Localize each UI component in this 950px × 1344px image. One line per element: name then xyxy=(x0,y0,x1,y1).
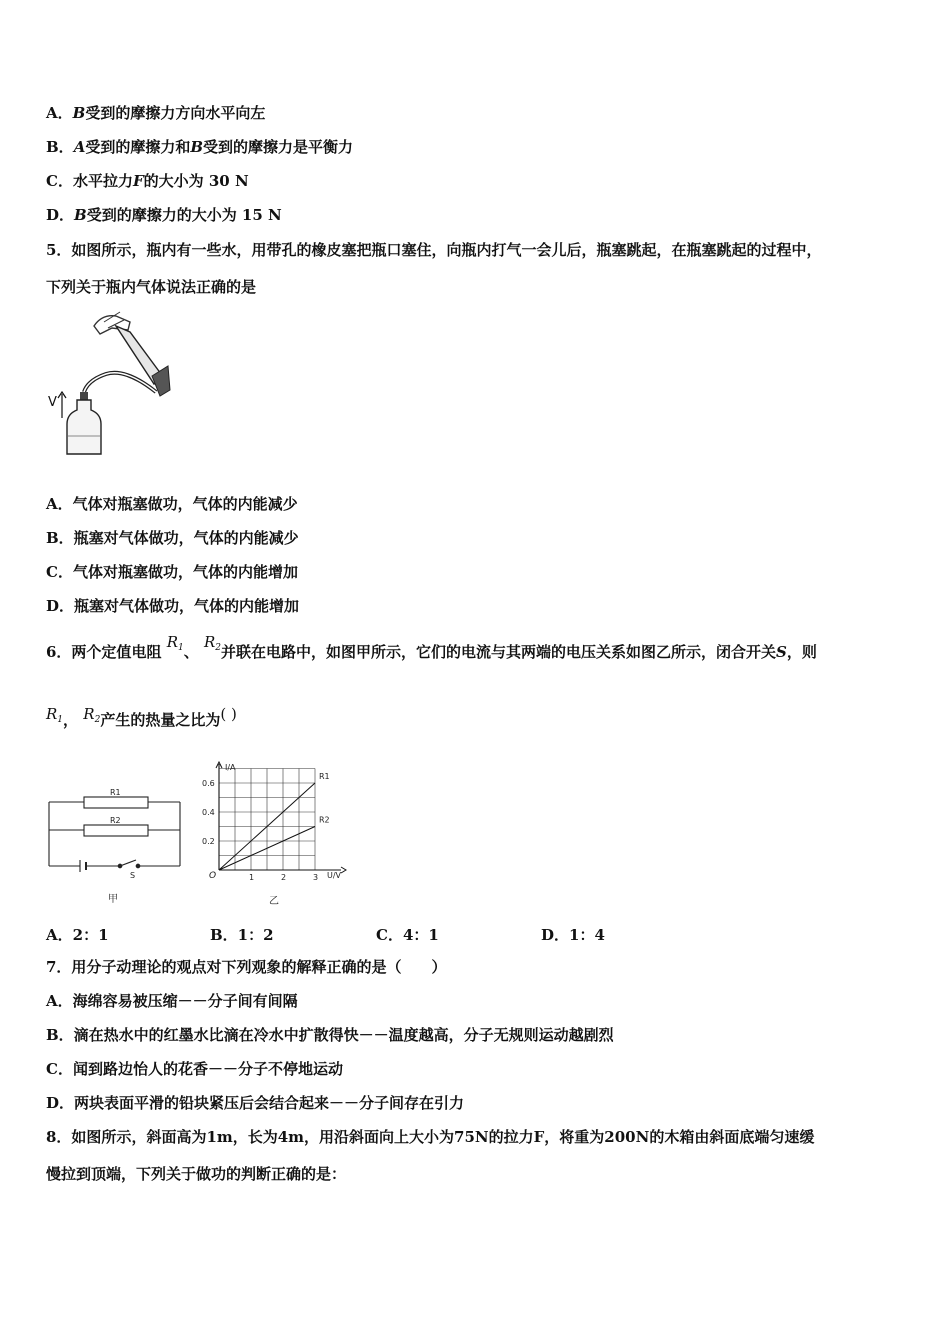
q4-option-a: A．B受到的摩擦力方向水平向左 xyxy=(46,104,266,122)
series-label-r1: R1 xyxy=(319,772,330,781)
q5-stem-line1: 5．如图所示，瓶内有一些水，用带孔的橡皮塞把瓶口塞住，向瓶内打气一会儿后，瓶塞跳起，在瓶塞跳起的过程中， xyxy=(46,241,822,259)
q7-option-d: D．两块表面平滑的铅块紧压后会结合起来－－分子间存在引力 xyxy=(46,1094,465,1112)
q4-option-b: B．A受到的摩擦力和B受到的摩擦力是平衡力 xyxy=(46,138,354,156)
circuit-r1-label: R1 xyxy=(110,788,121,797)
x-tick-label: 2 xyxy=(281,873,287,882)
figure-v-label: V xyxy=(48,395,57,410)
q7-option-c: C．闻到路边怡人的花香－－分子不停地运动 xyxy=(46,1060,343,1078)
x-tick-label: 1 xyxy=(249,873,255,882)
circuit-diagram xyxy=(44,782,186,908)
graph-xlabel: U/V xyxy=(327,871,342,880)
q5-option-c: C．气体对瓶塞做功，气体的内能增加 xyxy=(46,563,298,581)
y-tick-label: 0.2 xyxy=(202,837,215,846)
graph-origin: O xyxy=(209,871,217,881)
q8-stem-line1: 8．如图所示，斜面高为1m，长为4m，用沿斜面向上大小为75N的拉力F，将重为200N的木箱由斜面底端匀速缓 xyxy=(46,1128,815,1146)
q5-option-b: B．瓶塞对气体做功，气体的内能减少 xyxy=(46,529,299,547)
q7-stem: 7．用分子动理论的观点对下列观象的解释正确的是（ ） xyxy=(46,958,447,976)
q6-option-a: A．2：1 xyxy=(46,926,109,944)
q6-stem-line2: $R_1$， $R_2$产生的热量之比为( ) xyxy=(46,705,237,729)
y-tick-label: 0.6 xyxy=(202,779,215,788)
q6-stem-line1: 6．两个定值电阻 $R_1$、 $R_2$并联在电路中，如图甲所示，它们的电流与其两端的电压关系如图乙所示，闭合开关S，则 xyxy=(46,633,817,661)
q6-option-d: D．1：4 xyxy=(541,926,605,944)
q4-option-c: C．水平拉力F的大小为 30 N xyxy=(46,172,249,190)
y-tick-label: 0.4 xyxy=(202,808,215,817)
q4-option-d: D．B受到的摩擦力的大小为 15 N xyxy=(46,206,282,224)
circuit-caption: 甲 xyxy=(108,894,118,905)
q8-stem-line2: 慢拉到顶端，下列关于做功的判断正确的是： xyxy=(46,1165,347,1183)
circuit-switch-label: S xyxy=(130,871,136,880)
series-label-r2: R2 xyxy=(319,815,330,825)
q5-option-a: A．气体对瓶塞做功，气体的内能减少 xyxy=(46,495,298,513)
q5-stem-line2: 下列关于瓶内气体说法正确的是 xyxy=(46,278,257,296)
circuit-r2-label: R2 xyxy=(110,816,121,825)
q6-option-b: B．1：2 xyxy=(210,926,274,944)
q5-option-d: D．瓶塞对气体做功，气体的内能增加 xyxy=(46,597,300,615)
q7-option-b: B．滴在热水中的红墨水比滴在冷水中扩散得快－－温度越高，分子无规则运动越剧烈 xyxy=(46,1026,614,1044)
q6-option-c: C．4：1 xyxy=(376,926,439,944)
iu-graph xyxy=(195,758,355,908)
x-tick-label: 3 xyxy=(313,873,319,882)
graph-ylabel: I/A xyxy=(225,763,236,772)
q7-option-a: A．海绵容易被压缩－－分子间有间隔 xyxy=(46,992,298,1010)
graph-caption: 乙 xyxy=(269,896,279,907)
pump-bottle-figure xyxy=(46,308,176,458)
